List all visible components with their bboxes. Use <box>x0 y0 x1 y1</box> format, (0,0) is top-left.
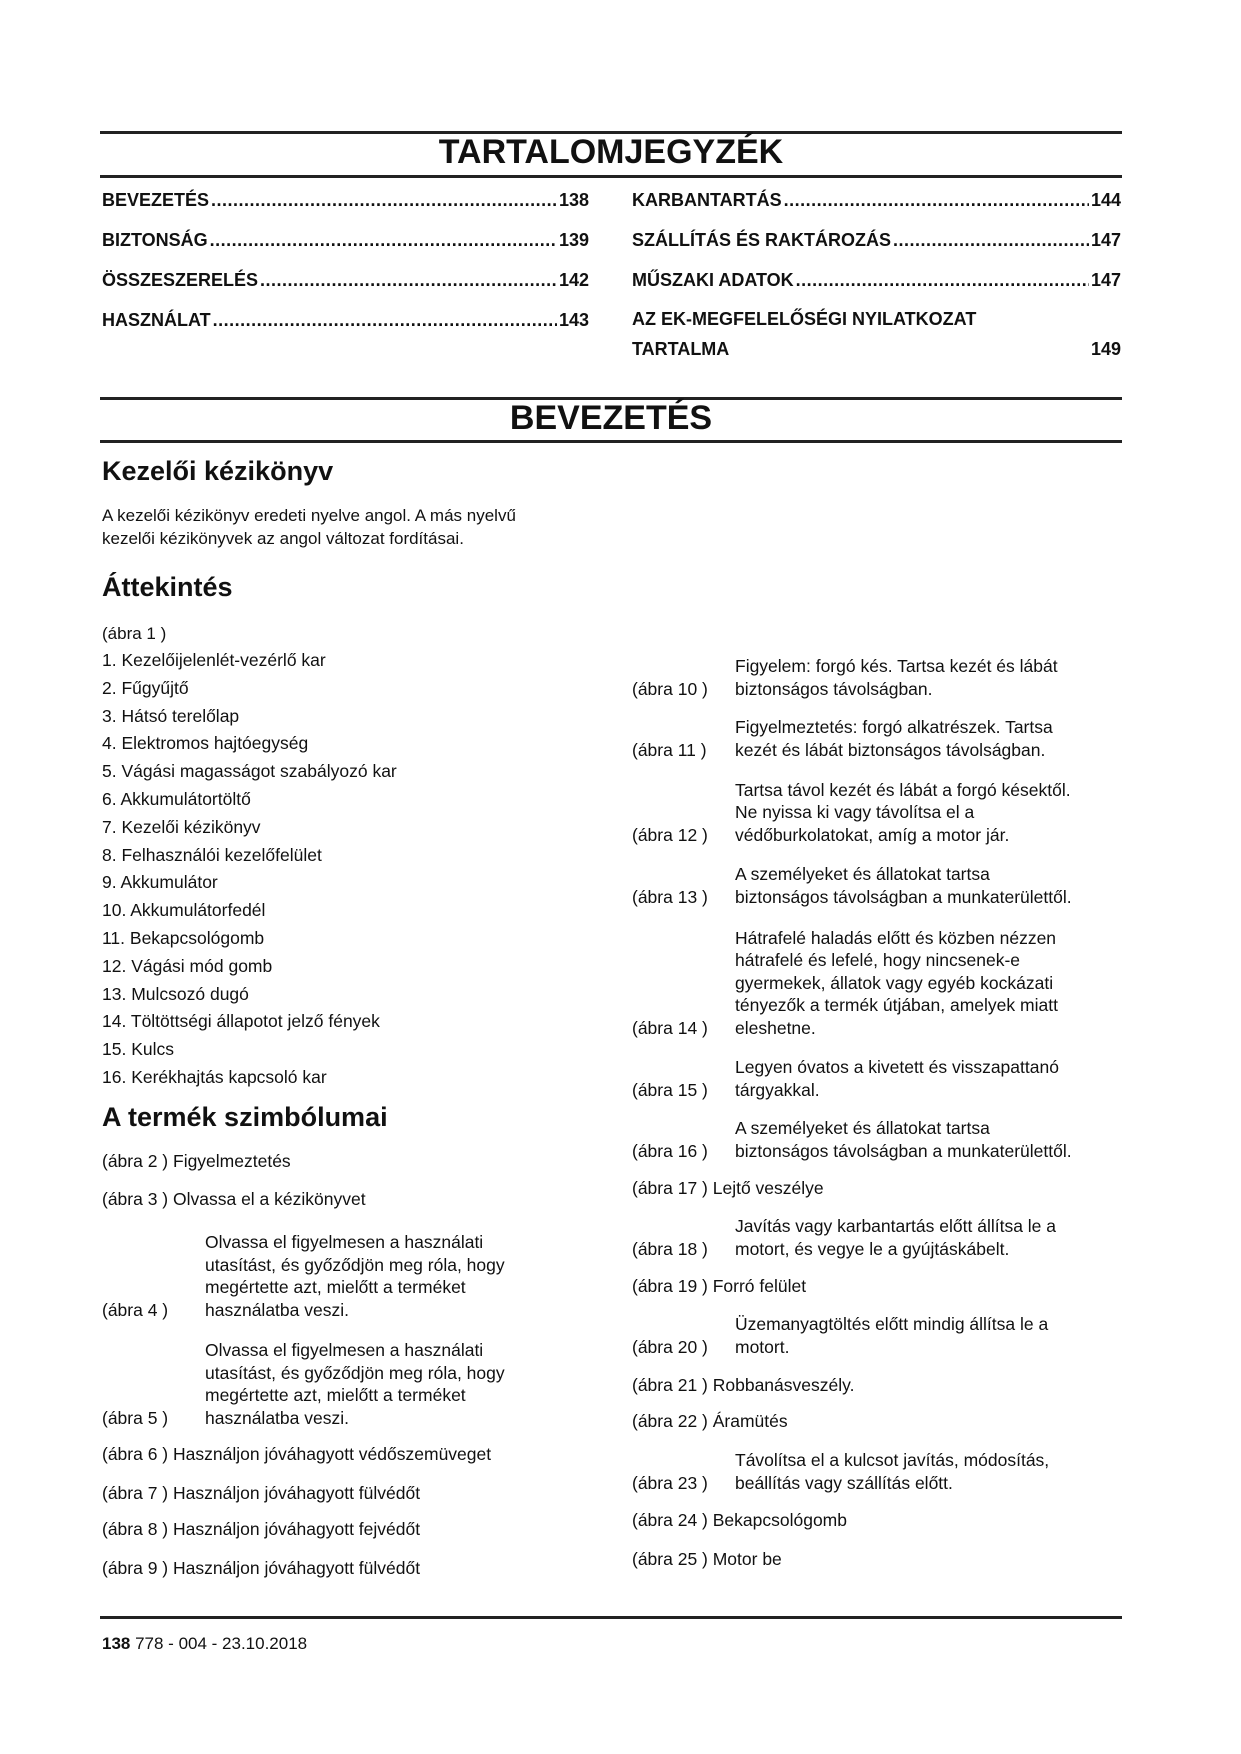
toc-left-column <box>102 190 589 350</box>
list-item: 10. Akkumulátorfedél <box>102 900 266 921</box>
manual-text-2: kezelői kézikönyvek az angol változat fordításai. <box>102 529 464 548</box>
manual-heading: Kezelői kézikönyv <box>102 456 334 486</box>
section-rule-bottom <box>100 440 1122 443</box>
symbol-entry: (ábra 10 ) Figyelem: forgó kés. Tartsa kezét és lábát biztonságos távolságban. <box>632 656 1058 699</box>
list-item: 9. Akkumulátor <box>102 872 218 893</box>
symbol-entry: (ábra 5 ) Olvassa el figyelmesen a használati utasítást, és győződjön meg róla, hogy megértette azt, mielőtt a terméket használatba veszi. <box>102 1340 505 1428</box>
list-item: 6. Akkumulátortöltő <box>102 788 251 809</box>
symbol-entry: (ábra 11 ) Figyelmeztetés: forgó alkatrészek. Tartsa kezét és lábát biztonságos távolságban. <box>632 717 1053 760</box>
list-item: 3. Hátsó terelőlap <box>102 705 240 726</box>
symbol-entry: (ábra 12 ) Tartsa távol kezét és lábát a forgó késektől. Ne nyissa ki vagy távolítsa el a védőburkolatokat, amíg a motor jár. <box>632 779 1071 845</box>
toc-entry[interactable]: BIZTONSÁG ..... 139 <box>102 230 589 270</box>
manual-text-1: A kezelői kézikönyv eredeti nyelve angol. A más nyelvű <box>102 506 516 525</box>
section-title: BEVEZETÉS <box>509 399 713 437</box>
toc-entry[interactable]: BEVEZETÉS ..... 138 <box>102 190 589 230</box>
list-item: 1. Kezelőijelenlét-vezérlő kar <box>102 650 326 670</box>
toc-entry[interactable]: AZ EK-MEGFELELŐSÉGI NYILATKOZAT TARTALMA 149 <box>632 309 1121 359</box>
list-item: 11. Bekapcsológomb <box>102 927 265 948</box>
list-item: 16. Kerékhajtás kapcsoló kar <box>102 1066 327 1087</box>
list-item: 13. Mulcsozó dugó <box>102 983 249 1004</box>
toc-right-column <box>632 190 1121 364</box>
symbol-entry: (ábra 18 ) Javítás vagy karbantartás előtt állítsa le a motort, és vegye le a gyújtáskábelt. <box>632 1216 1056 1259</box>
toc-title: TARTALOMJEGYZÉK <box>438 133 784 171</box>
symbol-entry: (ábra 13 ) A személyeket és állatokat tartsa biztonságos távolságban a munkaterülettől. <box>632 864 1072 907</box>
list-item: 8. Felhasználói kezelőfelület <box>102 844 322 865</box>
symbol-entry: (ábra 16 ) A személyeket és állatokat tartsa biztonságos távolságban a munkaterülettől. <box>632 1118 1072 1161</box>
overview-list <box>102 650 397 1095</box>
toc-entry[interactable]: SZÁLLÍTÁS ÉS RAKTÁROZÁS ..... 147 <box>632 230 1121 270</box>
symbol-entry: (ábra 15 ) Legyen óvatos a kivetett és visszapattanó tárgyakkal. <box>632 1057 1059 1100</box>
toc-entry[interactable]: HASZNÁLAT ..... 143 <box>102 310 589 350</box>
footer <box>102 1634 307 1654</box>
symbol-entry: (ábra 14 ) Hátrafelé haladás előtt és közben nézzen hátrafelé és lefelé, hogy nincsenek-e gyermekek, állatok vagy egyéb kockázati tényezők a termék útjában, amelyek miatt eleshetne. <box>632 927 1058 1038</box>
list-item: 14. Töltöttségi állapotot jelző fények <box>102 1011 380 1032</box>
footer-rule <box>100 1616 1122 1619</box>
list-item: 12. Vágási mód gomb <box>102 955 273 976</box>
symbols-heading: A termék szimbólumai <box>102 1102 388 1132</box>
toc-title-rule <box>100 175 1122 178</box>
toc-entry[interactable]: MŰSZAKI ADATOK ..... 147 <box>632 270 1121 310</box>
toc-entry[interactable]: KARBANTARTÁS ..... 144 <box>632 190 1121 230</box>
symbol-entry: (ábra 4 ) Olvassa el figyelmesen a használati utasítást, és győződjön meg róla, hogy megértette azt, mielőtt a terméket használatba veszi. <box>102 1232 505 1320</box>
toc-entry[interactable]: ÖSSZESZERELÉS ..... 142 <box>102 270 589 310</box>
list-item: 4. Elektromos hajtóegység <box>102 733 309 754</box>
list-item: 2. Fűgyűjtő <box>102 677 189 698</box>
overview-heading: Áttekintés <box>102 572 233 602</box>
document-id: 778 - 004 - 23.10.2018 <box>130 1634 308 1653</box>
symbol-entry: (ábra 20 ) Üzemanyagtöltés előtt mindig állítsa le a motort. <box>632 1314 1049 1357</box>
list-item: 7. Kezelői kézikönyv <box>102 816 261 837</box>
list-item: 15. Kulcs <box>102 1039 174 1060</box>
symbol-entry: (ábra 23 ) Távolítsa el a kulcsot javítás, módosítás, beállítás vagy szállítás előtt. <box>632 1450 1050 1493</box>
overview-caption: (ábra 1 ) <box>102 624 167 643</box>
page-number: 138 <box>102 1634 131 1653</box>
list-item: 5. Vágási magasságot szabályozó kar <box>102 761 397 782</box>
